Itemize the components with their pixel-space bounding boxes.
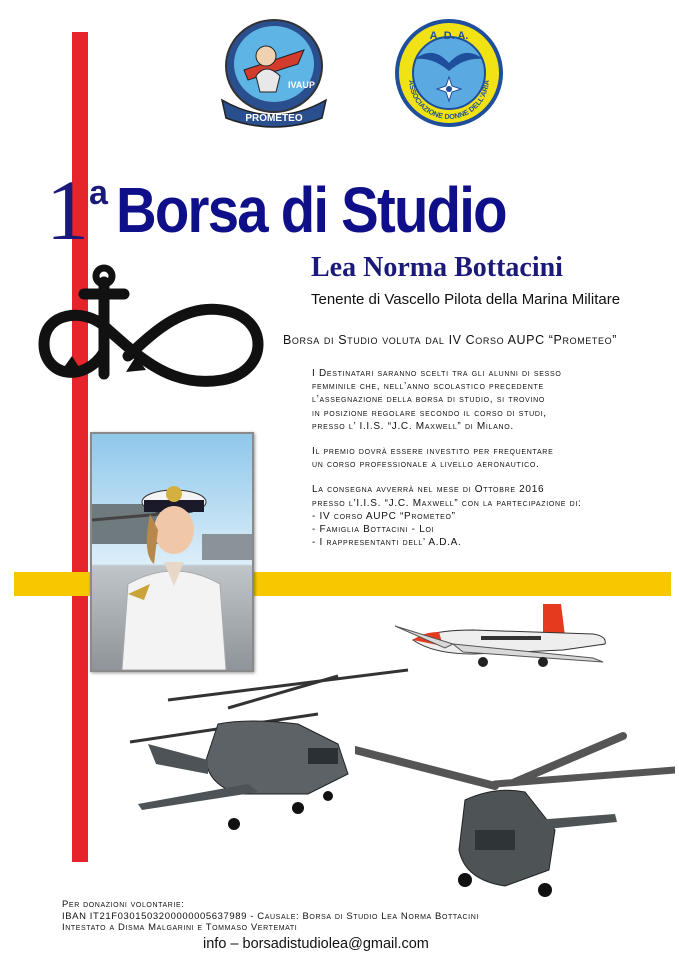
donation-holder: Intestato a Disma Malgarini e Tommaso Vertemati <box>62 922 298 933</box>
title-superscript: a <box>89 174 108 212</box>
paragraph-recipients <box>312 367 662 433</box>
airplane-illustration <box>393 600 633 680</box>
honoree-name: Lea Norma Bottacini <box>311 252 563 283</box>
body-line: un corso professionale a livello aeronautico. <box>312 459 540 471</box>
ada-logo <box>393 17 505 129</box>
paragraph-prize <box>312 445 662 471</box>
prometeo-top-label: IVAUP <box>288 80 315 90</box>
donation-iban: IBAN IT21F0301503200000005637989 - Causale: Borsa di Studio Lea Norma Bottacini <box>62 910 479 922</box>
list-item: - IV corso AUPC “Prometeo” <box>312 510 456 522</box>
donation-intro: Per donazioni volontarie: <box>62 899 185 910</box>
ada-top-label: A. D. A. <box>429 30 469 42</box>
ada-ring-label: ASSOCIAZIONE DONNE DELL'ARIA <box>406 79 492 122</box>
scholarship-details <box>312 367 662 561</box>
body-line: La consegna avverrà nel mese di Ottobre 2016 <box>312 484 545 496</box>
page-title <box>46 162 559 258</box>
portrait-photo <box>90 432 254 672</box>
paragraph-ceremony <box>312 483 662 549</box>
prometeo-logo <box>218 18 330 130</box>
helicopter-illustration <box>355 730 675 910</box>
body-line: l’assegnazione della borsa di studio, si trovino <box>312 394 546 406</box>
list-item: - Famiglia Bottacini - Loi <box>312 524 435 536</box>
body-line: femminile che, nell’anno scolastico precedente <box>312 381 544 393</box>
body-line: presso l’I.I.S. “J.C. Maxwell” con la partecipazione di: <box>312 497 582 509</box>
honoree-rank: Tenente di Vascello Pilota della Marina Militare <box>311 291 621 308</box>
body-line: in posizione regolare secondo il corso di studi, <box>312 407 547 419</box>
contact-email: info – borsadistudiolea@gmail.com <box>203 936 429 952</box>
prometeo-bottom-label: PROMETEO <box>245 113 303 124</box>
red-vertical-stripe <box>72 32 88 862</box>
donation-info <box>62 899 479 934</box>
title-number: 1 <box>46 162 89 258</box>
anchor-infinity-emblem <box>32 264 272 404</box>
title-main: Borsa di Studio <box>115 174 506 246</box>
description-heading: Borsa di Studio voluta dal IV Corso AUPC “Prometeo” <box>283 333 617 347</box>
body-line: presso l’ I.I.S. “J.C. Maxwell” di Milano. <box>312 420 514 432</box>
body-line: Il premio dovrà essere investito per frequentare <box>312 446 554 458</box>
list-item: - I rappresentanti dell’ A.D.A. <box>312 537 462 549</box>
body-line: I Destinatari saranno scelti tra gli alunni di sesso <box>312 368 562 379</box>
